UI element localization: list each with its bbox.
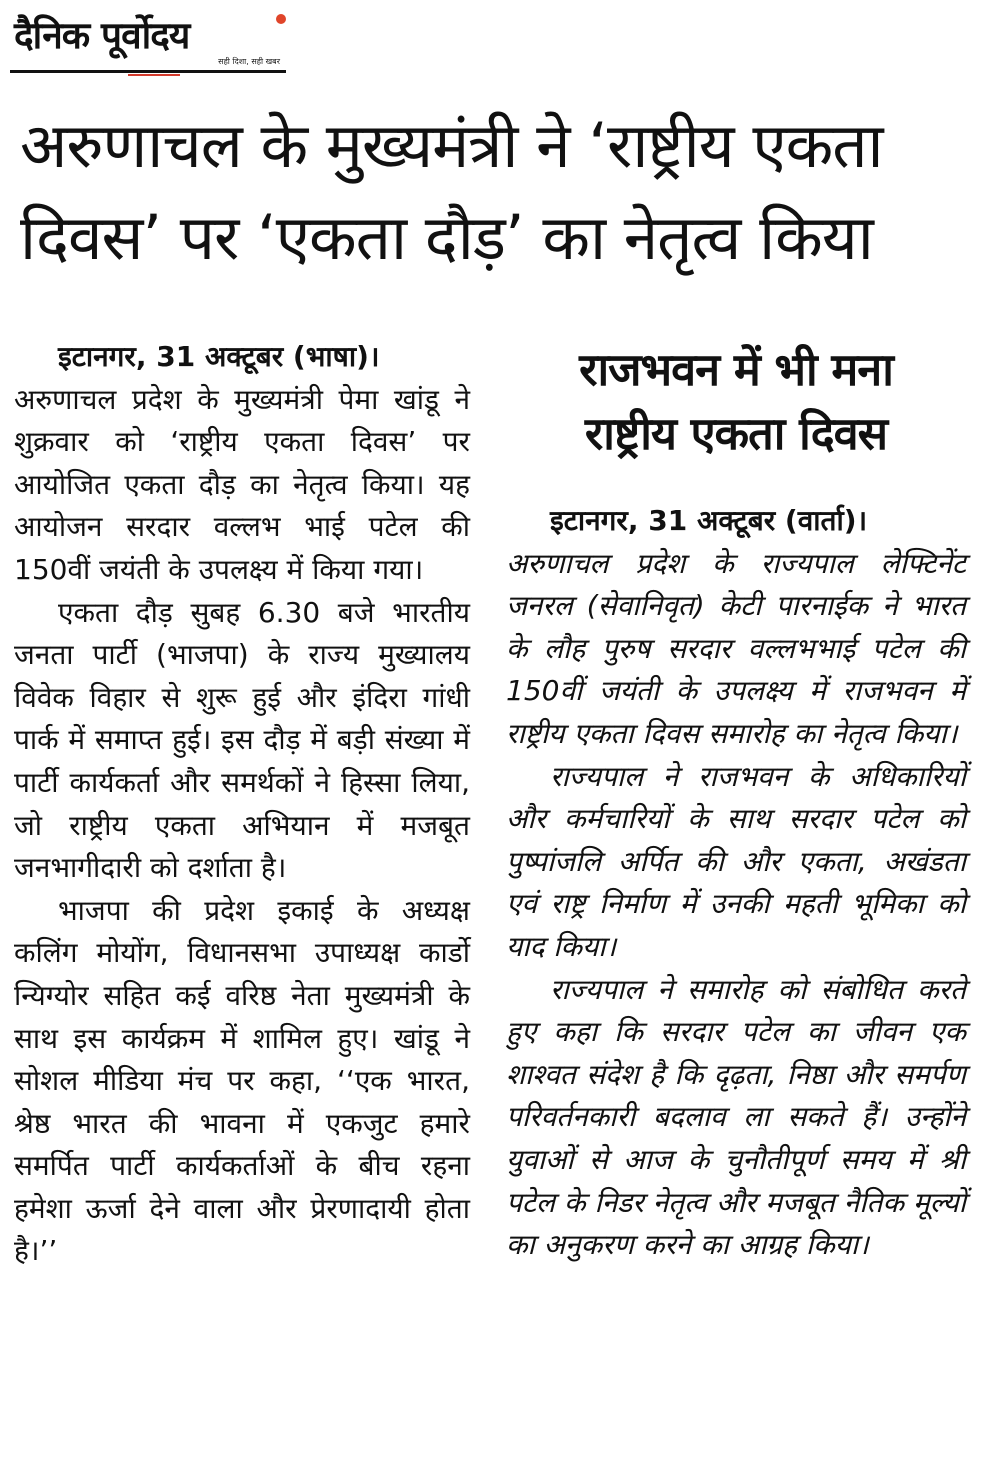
masthead-accent-line <box>128 74 180 76</box>
left-article <box>14 336 470 1273</box>
headline-line: दिवस’ पर ‘एकता दौड़’ का नेतृत्व किया <box>20 201 873 274</box>
masthead-rule <box>10 70 286 73</box>
newspaper-tagline: सही दिशा, सही खबर <box>218 57 280 66</box>
subhead-line: राजभवन में भी मना <box>579 343 893 396</box>
masthead <box>10 8 286 72</box>
article-paragraph: राज्यपाल ने राजभवन के अधिकारियों और कर्मचारियों के साथ सरदार पटेल को पुष्पांजलि अर्पित की और एकता, अखंडता एवं राष्ट्र निर्माण में उनकी महती भूमिका को याद किया। <box>506 759 966 963</box>
dateline: इटानगर, 31 अक्टूबर (भाषा)। <box>58 340 380 373</box>
main-headline <box>20 100 960 284</box>
right-article <box>506 500 966 1267</box>
sub-headline <box>506 338 966 466</box>
logo-dot <box>276 14 286 24</box>
article-paragraph: भाजपा की प्रदेश इकाई के अध्यक्ष कलिंग मोयोंग, विधानसभा उपाध्यक्ष कार्डो न्यिग्योर सहित कई वरिष्ठ नेता मुख्यमंत्री के साथ इस कार्यक्रम में शामिल हुए। खांडू ने सोशल मीडिया मंच पर कहा, ‘‘एक भारत, श्रेष्ठ भारत की भावना में एकजुट हमारे समर्पित पार्टी कार्यकर्ताओं के बीच रहना हमेशा ऊर्जा देने वाला और प्रेरणादायी होता है।’’ <box>14 893 470 1268</box>
subhead-line: राष्ट्रीय एकता दिवस <box>584 407 888 460</box>
headline-line: अरुणाचल के मुख्यमंत्री ने ‘राष्ट्रीय एकता <box>20 109 883 182</box>
newspaper-logo: दैनिक पूर्वोदय <box>14 14 190 57</box>
article-paragraph: अरुणाचल प्रदेश के मुख्यमंत्री पेमा खांडू ने शुक्रवार को ‘राष्ट्रीय एकता दिवस’ पर आयोजित एकता दौड़ का नेतृत्व किया। यह आयोजन सरदार वल्लभ भाई पटेल की 150वीं जयंती के उपलक्ष्य में किया गया। <box>14 382 470 586</box>
dateline: इटानगर, 31 अक्टूबर (वार्ता)। <box>550 504 868 537</box>
article-paragraph: एकता दौड़ सुबह 6.30 बजे भारतीय जनता पार्टी (भाजपा) के राज्य मुख्यालय विवेक विहार से शुरू हुई और इंदिरा गांधी पार्क में समाप्त हुई। इस दौड़ में बड़ी संख्या में पार्टी कार्यकर्ता और समर्थकों ने हिस्सा लिया, जो राष्ट्रीय एकता अभियान में मजबूत जनभागीदारी को दर्शाता है। <box>14 595 470 885</box>
article-paragraph: अरुणाचल प्रदेश के राज्यपाल लेफ्टिनेंट जनरल (सेवानिवृत) केटी पारनाईक ने भारत के लौह पुरुष सरदार वल्लभभाई पटेल की 150वीं जयंती के उपलक्ष्य में राजभवन में राष्ट्रीय एकता दिवस समारोह का नेतृत्व किया। <box>506 546 966 750</box>
article-paragraph: राज्यपाल ने समारोह को संबोधित करते हुए कहा कि सरदार पटेल का जीवन एक शाश्वत संदेश है कि दृढ़ता, निष्ठा और समर्पण परिवर्तनकारी बदलाव ला सकते हैं। उन्होंने युवाओं से आज के चुनौतीपूर्ण समय में श्री पटेल के निडर नेतृत्व और मजबूत नैतिक मूल्यों का अनुकरण करने का आग्रह किया। <box>506 972 966 1262</box>
